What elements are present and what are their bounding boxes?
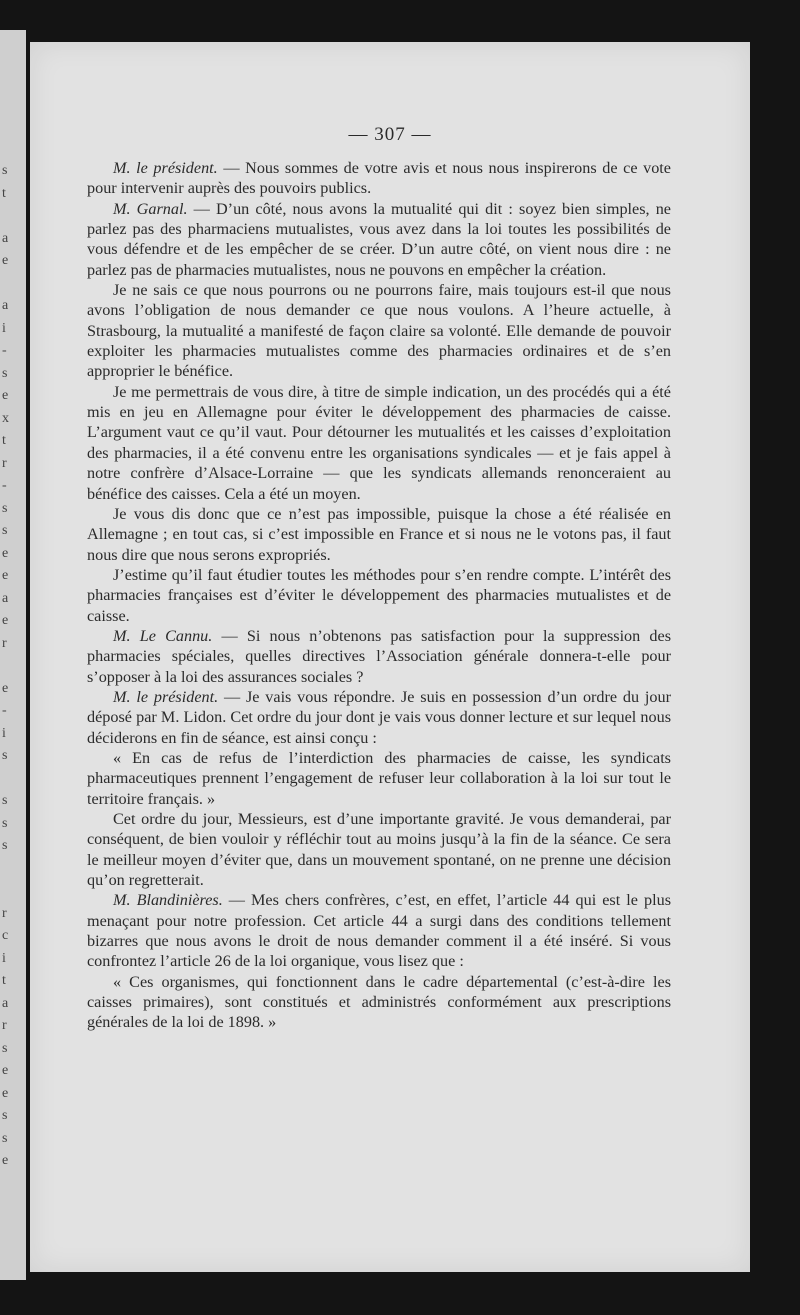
margin-fragment: s: [2, 748, 8, 763]
margin-fragment: r: [2, 635, 7, 651]
margin-fragment: e: [2, 253, 9, 268]
margin-fragment: e: [2, 613, 9, 628]
margin-fragment: x: [2, 410, 9, 426]
margin-fragment: s: [2, 1040, 8, 1056]
paragraph: [87, 199, 671, 280]
paragraph-text: — Mes chers confrères, c’est, en effet, l’article 44 qui est le plus menaçant pour notre profession. Cet article 44 a surgi dans des conditions tellement bizarres que nous avons le droit de nous demander comment il a été inséré. Si vous confrontez l’article 26 de la loi organique, vous lisez que :: [87, 891, 671, 971]
margin-fragment: e: [2, 568, 9, 583]
paragraph: [87, 972, 671, 1033]
paragraph-text: Cet ordre du jour, Messieurs, est d’une importante gravité. Je vous demanderai, par conséquent, de bien vouloir y réfléchir tout au moins jusqu’à la fin de la séance. Ce sera le meilleur moyen d’éviter que, dans un mouvement spontané, on ne prenne une décision qu’on regretterait.: [87, 810, 671, 890]
paragraph-text: — Je vais vous répondre. Je suis en possession d’un ordre du jour déposé par M. Lidon. Cet ordre du jour dont je vais vous donner lecture et sur lequel nous déciderons en fin de séance, est ainsi conçu :: [87, 687, 671, 747]
page-number: — 307 —: [348, 124, 432, 145]
margin-fragment: i: [2, 950, 6, 966]
margin-fragment: e: [2, 1153, 9, 1168]
paragraph-text: « Ces organismes, qui fonctionnent dans le cadre départemental (c’est-à-dire les caisses primaires), sont constitués et administrés conformément aux prescriptions générales de la loi de 1898. »: [87, 972, 671, 1032]
paragraph: [87, 809, 671, 890]
paragraph-text: Je me permettrais de vous dire, à titre de simple indication, un des procédés qui a été mis en jeu en Allemagne pour éviter le développement des pharmacies de caisse. L’argument vaut ce qu’il vaut. Pour détourner les mutualités et les caisses d’exploitation des pharmacies, il a été convenu entre les organisations syndicales — et je fais appel à notre confrère d’Alsace-Lorraine — que les syndicats allemands renonceraient au bénéfice des caisses. Cela a été un moyen.: [87, 382, 671, 503]
margin-fragment: -: [2, 703, 7, 718]
left-page-margin-text: [2, 160, 22, 1173]
margin-fragment: t: [2, 433, 6, 448]
paragraph: [87, 748, 671, 809]
paragraph-text: Je ne sais ce que nous pourrons ou ne pourrons faire, mais toujours est-il que nous avons l’obligation de nous demander ce que nous voulons. A l’heure actuelle, à Strasbourg, la mutualité a manifesté de façon claire sa volonté. Elle demande de pouvoir exploiter les pharmacies mutualistes comme des pharmacies ordinaires et de s’en approprier le bénéfice.: [87, 281, 671, 381]
margin-fragment: s: [2, 523, 8, 538]
margin-fragment: t: [2, 185, 6, 201]
paragraph-text: J’estime qu’il faut étudier toutes les méthodes pour s’en rendre compte. L’intérêt des pharmacies françaises est d’éviter le développement des pharmacies mutualistes et de caisse.: [87, 565, 671, 625]
margin-fragment: r: [2, 455, 7, 471]
margin-fragment: e: [2, 545, 9, 561]
paragraph: [87, 626, 671, 687]
margin-fragment: [2, 858, 22, 881]
margin-fragment: s: [2, 793, 8, 808]
left-page-edge: [0, 30, 26, 1280]
margin-fragment: [2, 768, 22, 791]
margin-fragment: e: [2, 1085, 9, 1101]
margin-fragment: i: [2, 725, 6, 741]
speaker-name: M. Garnal.: [113, 199, 188, 218]
margin-fragment: s: [2, 163, 8, 178]
margin-fragment: [2, 205, 22, 228]
margin-fragment: [2, 273, 22, 296]
margin-fragment: s: [2, 500, 8, 516]
margin-fragment: e: [2, 1063, 9, 1078]
paragraph-text: Je vous dis donc que ce n’est pas impossible, puisque la chose a été réalisée en Allemagne ; en tout cas, si c’est impossible en France et si nous ne le votons pas, il faut nous dire que nous serons expropriés.: [87, 504, 671, 564]
margin-fragment: i: [2, 320, 6, 336]
margin-fragment: c: [2, 928, 9, 943]
margin-fragment: s: [2, 838, 8, 853]
paragraph: [87, 890, 671, 971]
paragraph: [87, 280, 671, 382]
margin-fragment: -: [2, 343, 7, 358]
margin-fragment: r: [2, 1018, 7, 1033]
margin-fragment: s: [2, 1130, 8, 1146]
margin-fragment: e: [2, 680, 9, 696]
margin-fragment: a: [2, 995, 9, 1011]
speaker-name: M. le président.: [113, 159, 218, 177]
margin-fragment: t: [2, 973, 6, 988]
speaker-name: M. le président.: [113, 687, 219, 706]
margin-fragment: a: [2, 298, 9, 313]
margin-fragment: s: [2, 365, 8, 381]
margin-fragment: -: [2, 478, 7, 493]
paragraph: [87, 158, 671, 199]
margin-fragment: s: [2, 815, 8, 831]
paragraph: [87, 504, 671, 565]
speaker-name: M. Le Cannu.: [113, 626, 213, 645]
paragraph: [87, 687, 671, 748]
paragraph-text: — D’un côté, nous avons la mutualité qui dit : soyez bien simples, ne parlez pas des pharmaciens mutualistes, vous avez dans la loi toutes les possibilités de vous défendre et de les empêcher de se créer. D’un autre côté, on vient nous dire : ne parlez pas de pharmacies mutualistes, nous ne pouvons en empêcher la création.: [87, 199, 671, 279]
paragraph-text: — Si nous n’obtenons pas satisfaction pour la suppression des pharmacies spéciales, quelles directives l’Association générale donnera-t-elle pour s’opposer à la loi des assurances sociales ?: [87, 626, 672, 686]
page-body: [87, 158, 671, 1033]
margin-fragment: [2, 880, 22, 903]
paragraph: [87, 565, 671, 626]
speaker-name: M. Blandinières.: [113, 891, 223, 910]
margin-fragment: a: [2, 230, 9, 246]
margin-fragment: e: [2, 388, 9, 403]
margin-fragment: s: [2, 1108, 8, 1123]
margin-fragment: [2, 655, 22, 678]
paragraph-text: — Nous sommes de votre avis et nous nous inspirerons de ce vote pour intervenir auprès des pouvoirs publics.: [87, 159, 671, 198]
margin-fragment: r: [2, 905, 7, 921]
margin-fragment: a: [2, 590, 9, 606]
book-page: [30, 42, 750, 1272]
paragraph-text: « En cas de refus de l’interdiction des pharmacies de caisse, les syndicats pharmaceutiques prennent l’engagement de refuser leur collaboration à la loi sur tout le territoire français. »: [87, 748, 671, 808]
paragraph: [87, 382, 671, 504]
